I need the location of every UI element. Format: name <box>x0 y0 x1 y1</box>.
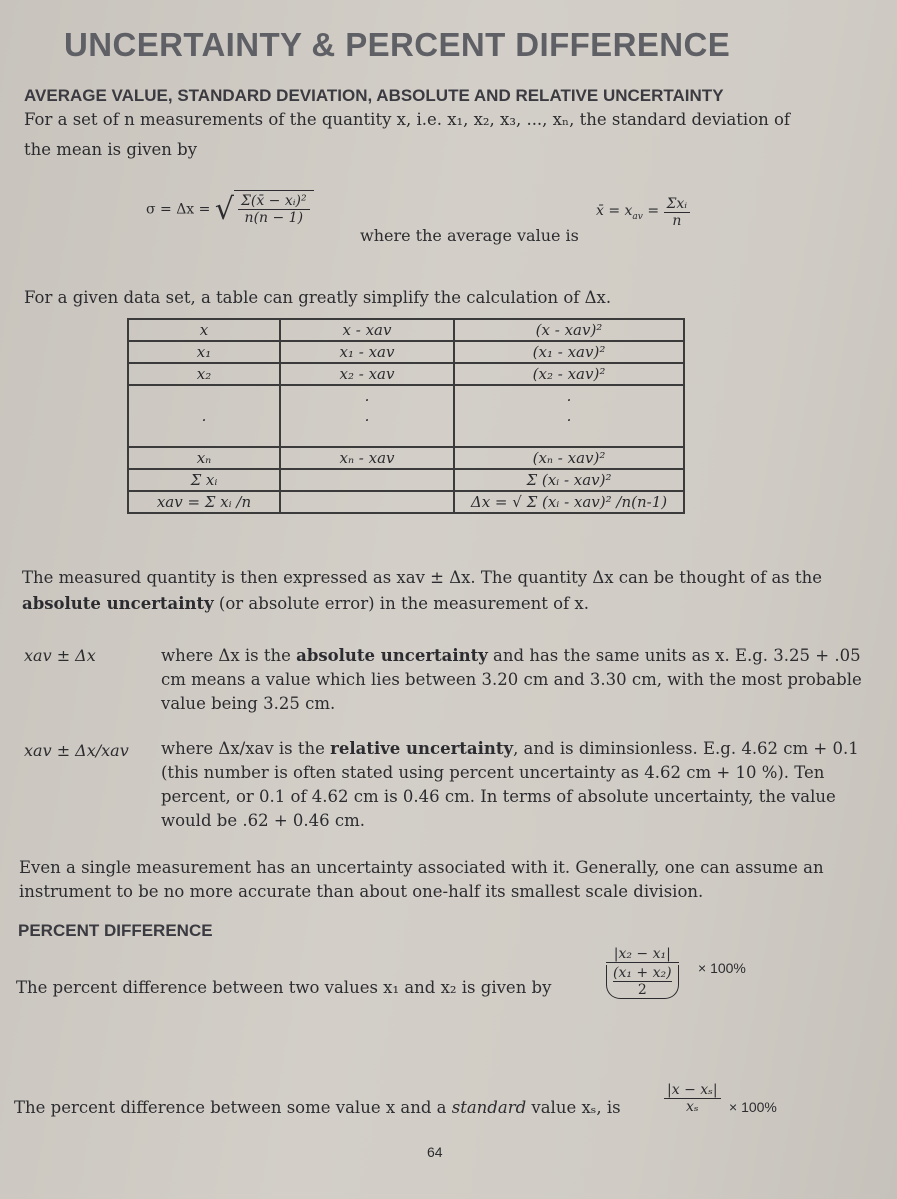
std-denominator: xₛ <box>685 1099 699 1115</box>
table-cell <box>280 469 454 491</box>
table-cell: . <box>454 385 684 406</box>
relative-def-bold: relative uncertainty <box>330 739 514 758</box>
table-cell <box>454 426 684 447</box>
table-cell: (x₁ - xav)² <box>454 341 684 363</box>
table-row <box>128 447 684 469</box>
table-cell: Σ (xᵢ - xav)² <box>454 469 684 491</box>
table-row <box>128 363 684 385</box>
table-cell <box>128 385 280 406</box>
std-text-pre: The percent difference between some value x and a <box>14 1098 452 1117</box>
intro-line-2: the mean is given by <box>24 140 198 159</box>
table-row <box>128 406 684 426</box>
absolute-def-text <box>161 644 873 716</box>
table-cell: Σ xᵢ <box>128 469 280 491</box>
table-row <box>128 341 684 363</box>
table-cell: . <box>128 406 280 426</box>
table-cell: Δx = √ Σ (xᵢ - xav)² /n(n-1) <box>454 491 684 513</box>
table-row <box>128 426 684 447</box>
sigma-lhs: σ = Δx = <box>146 201 211 218</box>
table-cell: . <box>454 406 684 426</box>
relative-def-label: xav ± Δx/xav <box>24 741 129 760</box>
std-text-italic: standard <box>451 1098 527 1117</box>
table-row <box>128 385 684 406</box>
table-cell: x₁ <box>128 341 280 363</box>
sigma-numerator: Σ(x̄ − xᵢ)² <box>238 193 310 210</box>
absolute-def-post: and has the same units as x. E.g. 3.25 + .05 cm means a value which lies between 3.20 cm and 3.30 cm, with the most probable value being 3.25 cm. <box>161 646 862 713</box>
table-cell: (x - xav)² <box>454 319 684 341</box>
table-cell: x₂ <box>128 363 280 385</box>
table-cell <box>280 426 454 447</box>
single-measurement-text: Even a single measurement has an uncertainty associated with it. Generally, one can assume an instrument to be no more accurate than about one-half its smallest scale division. <box>19 858 824 901</box>
std-text-post: value xₛ, is <box>526 1098 621 1117</box>
absolute-def-label: xav ± Δx <box>24 646 96 665</box>
avg-sub: av <box>632 211 643 222</box>
table-row <box>128 469 684 491</box>
pd-denominator <box>606 965 679 999</box>
where-average-text: where the average value is <box>360 226 579 245</box>
measured-line-2-rest: (or absolute error) in the measurement of x. <box>213 594 589 613</box>
table-cell <box>128 426 280 447</box>
table-cell: xₙ <box>128 447 280 469</box>
standard-difference-text <box>14 1098 621 1117</box>
std-numerator: |x − xₛ| <box>664 1082 721 1099</box>
table-cell <box>280 491 454 513</box>
table-row <box>128 319 684 341</box>
table-cell: xₙ - xav <box>280 447 454 469</box>
table-cell: (x₂ - xav)² <box>454 363 684 385</box>
table-cell: x <box>128 319 280 341</box>
section-heading-average: AVERAGE VALUE, STANDARD DEVIATION, ABSOLUTE AND RELATIVE UNCERTAINTY <box>24 86 724 105</box>
standard-difference-formula <box>664 1082 721 1115</box>
measured-line-1: The measured quantity is then expressed as xav ± Δx. The quantity Δx can be thought of as the <box>22 568 823 587</box>
sigma-denominator: n(n − 1) <box>244 210 304 226</box>
avg-numerator: Σxᵢ <box>664 196 691 213</box>
section-heading-percent-difference: PERCENT DIFFERENCE <box>18 921 213 940</box>
std-multiplier: × 100% <box>729 1099 777 1115</box>
pd-multiplier: × 100% <box>698 960 746 976</box>
sqrt-sign: √ <box>214 192 234 227</box>
table-intro: For a given data set, a table can greatly simplify the calculation of Δx. <box>24 288 612 307</box>
avg-eq: = <box>642 203 664 220</box>
average-formula <box>596 196 690 229</box>
table-cell: . <box>280 406 454 426</box>
pd-denominator-top: (x₁ + x₂) <box>613 965 672 981</box>
relative-def-text <box>161 737 873 833</box>
measured-line-2 <box>22 594 589 613</box>
pd-denominator-bottom: 2 <box>637 982 647 998</box>
page-number: 64 <box>427 1144 443 1160</box>
calculation-table <box>127 318 685 514</box>
table-cell: xav = Σ xᵢ /n <box>128 491 280 513</box>
percent-difference-text: The percent difference between two values x₁ and x₂ is given by <box>16 978 552 997</box>
page-title: UNCERTAINTY & PERCENT DIFFERENCE <box>64 26 731 63</box>
table-cell: . <box>280 385 454 406</box>
table-cell: (xₙ - xav)² <box>454 447 684 469</box>
avg-lhs: x̄ = x <box>596 203 633 220</box>
percent-difference-formula <box>606 946 679 999</box>
relative-def-post: , and is diminsionless. E.g. 4.62 cm + 0.1 (this number is often stated using percent uncertainty as 4.62 cm + 10 %). Ten percent, or 0.1 of 4.62 cm is 0.46 cm. In terms of absolute uncertainty, the value would be .62 + 0.46 cm. <box>161 739 859 830</box>
relative-def-pre: where Δx/xav is the <box>161 739 331 758</box>
intro-line-1: For a set of n measurements of the quantity x, i.e. x₁, x₂, x₃, ..., xₙ, the standard deviation of <box>24 110 791 129</box>
table-cell: x - xav <box>280 319 454 341</box>
table-cell: x₂ - xav <box>280 363 454 385</box>
avg-denominator: n <box>672 213 682 229</box>
absolute-def-pre: where Δx is the <box>161 646 297 665</box>
absolute-def-bold: absolute uncertainty <box>296 646 488 665</box>
table-cell: x₁ - xav <box>280 341 454 363</box>
pd-numerator: |x₂ − x₁| <box>606 946 679 963</box>
table-row <box>128 491 684 513</box>
absolute-uncertainty-term: absolute uncertainty <box>22 594 214 613</box>
sigma-formula <box>146 190 314 227</box>
